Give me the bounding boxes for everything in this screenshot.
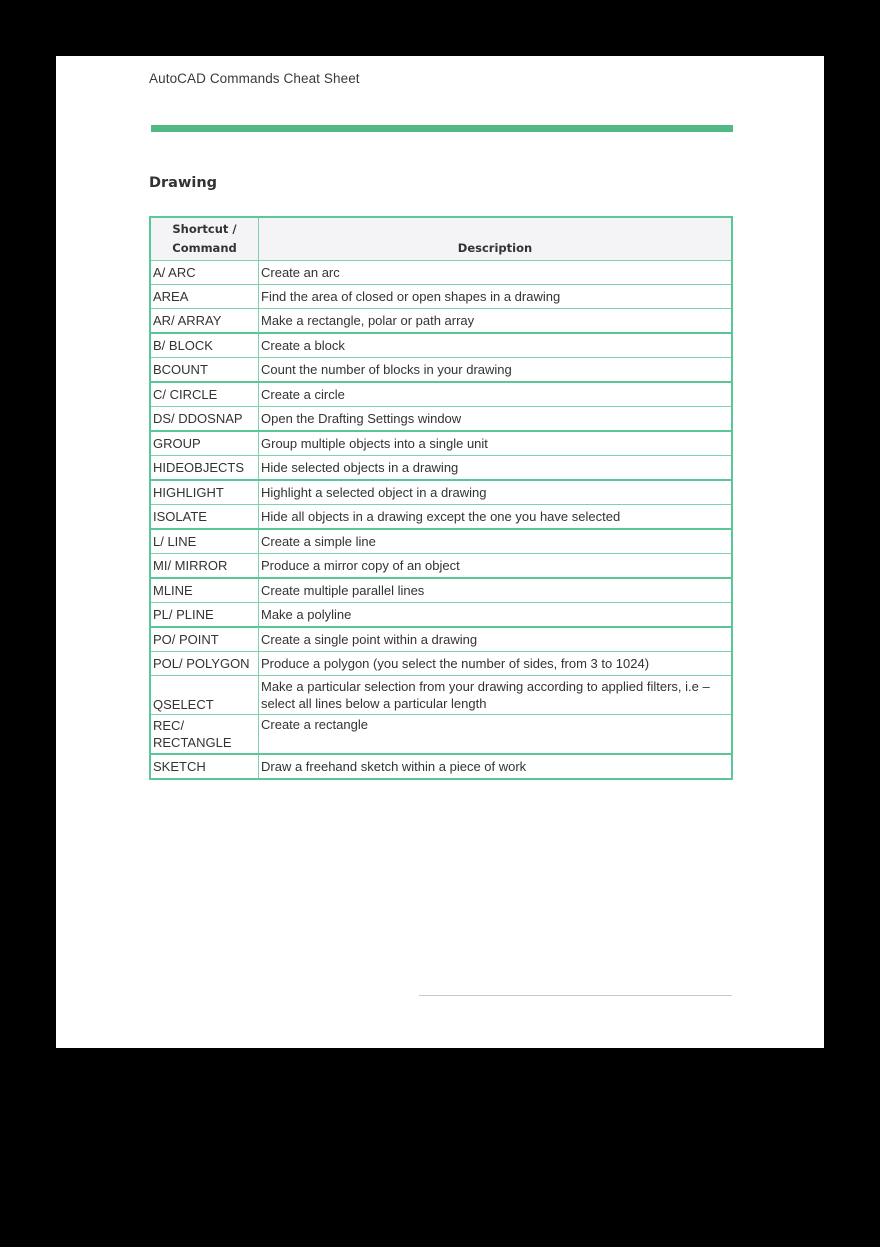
description-cell: Make a particular selection from your drawing according to applied filters, i.e – select all lines below a particular length	[259, 676, 733, 715]
command-cell: MI/ MIRROR	[150, 554, 259, 579]
command-cell: POL/ POLYGON	[150, 652, 259, 676]
table-row	[150, 382, 732, 407]
description-cell: Produce a mirror copy of an object	[259, 554, 733, 579]
description-cell: Count the number of blocks in your drawing	[259, 358, 733, 383]
column-header-description: Description	[259, 217, 733, 261]
command-cell: HIGHLIGHT	[150, 480, 259, 505]
table-row	[150, 456, 732, 481]
description-cell: Draw a freehand sketch within a piece of work	[259, 754, 733, 779]
command-cell: L/ LINE	[150, 529, 259, 554]
command-cell: PL/ PLINE	[150, 603, 259, 628]
command-cell: B/ BLOCK	[150, 333, 259, 358]
command-cell: C/ CIRCLE	[150, 382, 259, 407]
description-cell: Make a rectangle, polar or path array	[259, 309, 733, 334]
description-cell: Create a rectangle	[259, 715, 733, 755]
description-cell: Produce a polygon (you select the number of sides, from 3 to 1024)	[259, 652, 733, 676]
table-row	[150, 578, 732, 603]
command-cell: SKETCH	[150, 754, 259, 779]
footer-divider	[419, 995, 732, 996]
description-cell: Make a polyline	[259, 603, 733, 628]
description-cell: Hide all objects in a drawing except the one you have selected	[259, 505, 733, 530]
command-cell: PO/ POINT	[150, 627, 259, 652]
description-cell: Find the area of closed or open shapes in a drawing	[259, 285, 733, 309]
accent-divider	[151, 125, 733, 132]
table-row	[150, 603, 732, 628]
running-header: AutoCAD Commands Cheat Sheet	[149, 71, 360, 86]
description-cell: Hide selected objects in a drawing	[259, 456, 733, 481]
command-cell: ISOLATE	[150, 505, 259, 530]
command-cell: A/ ARC	[150, 261, 259, 285]
table-row	[150, 554, 732, 579]
section-title: Drawing	[149, 175, 218, 191]
table-row	[150, 715, 732, 755]
table-row	[150, 333, 732, 358]
command-cell: AREA	[150, 285, 259, 309]
column-header-command: Shortcut / Command	[150, 217, 259, 261]
table-row	[150, 480, 732, 505]
command-cell: GROUP	[150, 431, 259, 456]
command-cell: DS/ DDOSNAP	[150, 407, 259, 432]
table-row	[150, 676, 732, 715]
description-cell: Group multiple objects into a single unit	[259, 431, 733, 456]
commands-table	[149, 216, 733, 780]
command-cell: BCOUNT	[150, 358, 259, 383]
table-row	[150, 754, 732, 779]
command-cell: AR/ ARRAY	[150, 309, 259, 334]
description-cell: Create a single point within a drawing	[259, 627, 733, 652]
command-cell: REC/ RECTANGLE	[150, 715, 259, 755]
description-cell: Create a block	[259, 333, 733, 358]
table-row	[150, 627, 732, 652]
table-row	[150, 285, 732, 309]
description-cell: Create multiple parallel lines	[259, 578, 733, 603]
table-header-row	[150, 217, 732, 261]
description-cell: Highlight a selected object in a drawing	[259, 480, 733, 505]
command-cell: MLINE	[150, 578, 259, 603]
table-row	[150, 358, 732, 383]
description-cell: Open the Drafting Settings window	[259, 407, 733, 432]
description-cell: Create a simple line	[259, 529, 733, 554]
command-cell: HIDEOBJECTS	[150, 456, 259, 481]
table-row	[150, 529, 732, 554]
table-row	[150, 431, 732, 456]
table-row	[150, 261, 732, 285]
table-row	[150, 309, 732, 334]
document-page	[56, 56, 824, 1048]
description-cell: Create a circle	[259, 382, 733, 407]
command-cell: QSELECT	[150, 676, 259, 715]
table-row	[150, 652, 732, 676]
table-row	[150, 407, 732, 432]
description-cell: Create an arc	[259, 261, 733, 285]
table-row	[150, 505, 732, 530]
